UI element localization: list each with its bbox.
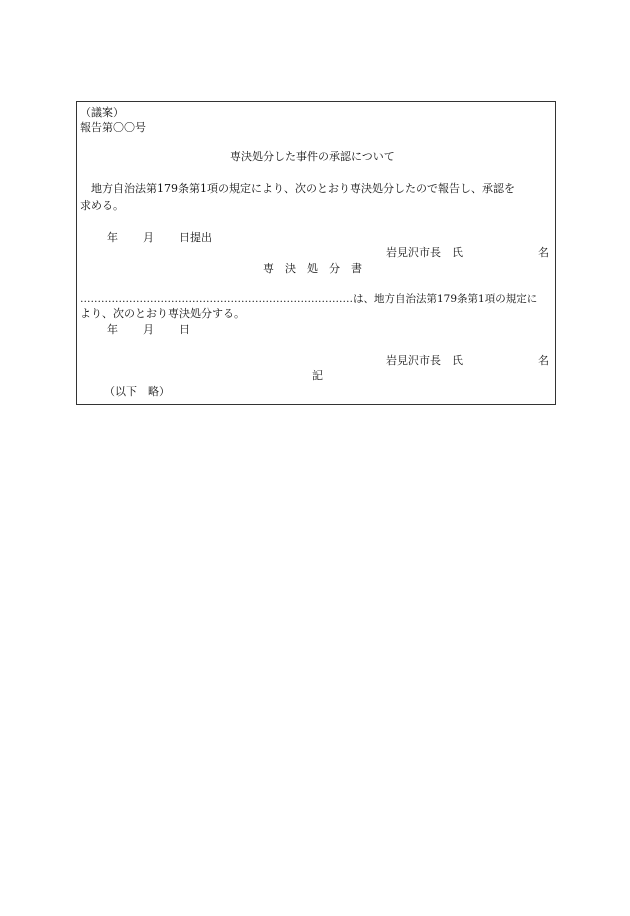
decision-month: 月 [143, 323, 154, 336]
decision-subtitle: 専 決 処 分 書 [263, 262, 362, 275]
submit-day: 日提出 [179, 231, 212, 244]
decision-line-1: ……………………………………………………………………は、地方自治法第179条第1項の規定に [80, 293, 538, 305]
document-frame [76, 101, 556, 405]
document-title: 専決処分した事件の承認について [230, 150, 395, 163]
bracket-label: （議案） [80, 106, 124, 119]
signer-1-name-suffix: 名 [538, 246, 549, 259]
submit-month: 月 [143, 231, 154, 244]
body-line-2: 求める。 [80, 199, 124, 212]
decision-year: 年 [107, 323, 118, 336]
report-number: 報告第〇〇号 [80, 121, 146, 134]
omitted-note: （以下 略） [104, 385, 170, 398]
decision-line-2: より、次のとおり専決処分する。 [80, 307, 245, 320]
submit-year: 年 [107, 231, 118, 244]
ki-heading: 記 [312, 369, 323, 382]
decision-day: 日 [179, 323, 190, 336]
signer-2-name-suffix: 名 [538, 354, 549, 367]
body-line-1: 地方自治法第179条第1項の規定により、次のとおり専決処分したので報告し、承認を [80, 182, 515, 195]
signer-2-title: 岩見沢市長 氏 [386, 354, 463, 367]
signer-1-title: 岩見沢市長 氏 [386, 246, 463, 259]
